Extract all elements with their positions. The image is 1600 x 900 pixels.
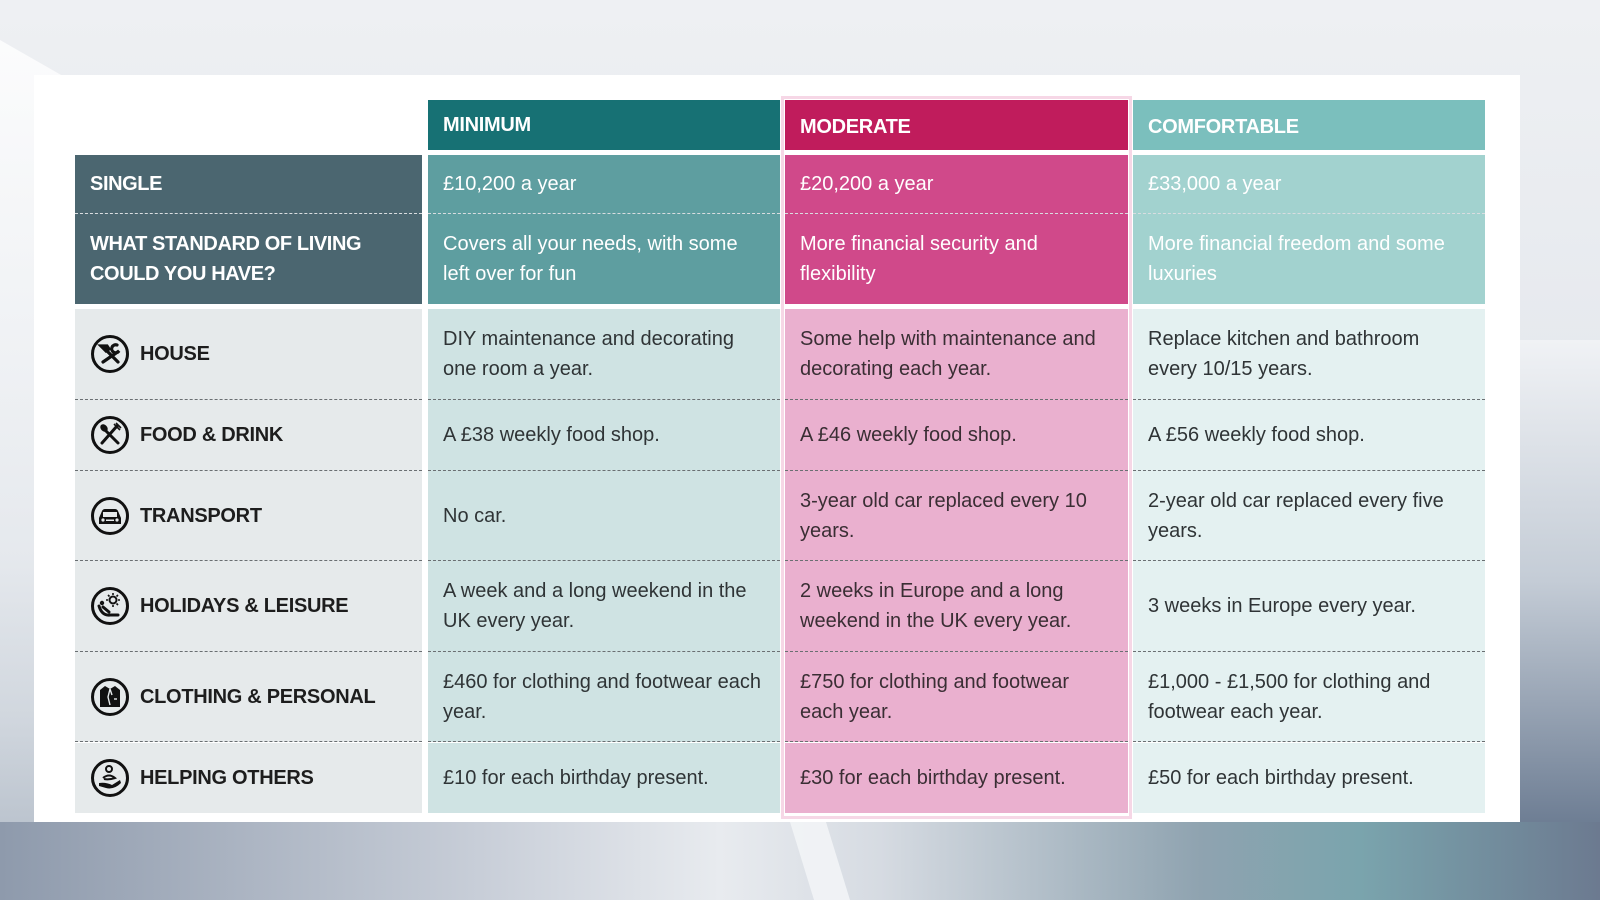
- cell-standard-comfortable: [1133, 214, 1485, 304]
- row-label-text: TRANSPORT: [140, 504, 262, 527]
- row-label-holidays-leisure: [75, 561, 422, 652]
- cell-food-comfortable: [1133, 400, 1485, 471]
- sun-lounger-icon: [90, 586, 130, 626]
- cell-standard-minimum: [428, 214, 780, 304]
- cell-clothing-moderate: [785, 652, 1128, 742]
- cell-text: £33,000 a year: [1148, 173, 1282, 195]
- row-label-text: HOLIDAYS & LEISURE: [140, 595, 349, 617]
- row-label-food-drink: [75, 400, 422, 471]
- row-label-text: WHAT STANDARD OF LIVING COULD YOU HAVE?: [90, 233, 362, 285]
- cell-text: More financial security and flexibility: [800, 233, 1038, 285]
- cell-transport-comfortable: [1133, 471, 1485, 561]
- tools-icon: [90, 334, 130, 374]
- cell-text: 2 weeks in Europe and a long weekend in the UK every year.: [800, 580, 1072, 632]
- cell-text: Covers all your needs, with some left over for fun: [443, 233, 738, 285]
- column-header-comfortable: [1133, 100, 1485, 150]
- cell-clothing-comfortable: [1133, 652, 1485, 742]
- column-header-moderate: [785, 100, 1128, 150]
- cell-text: Replace kitchen and bathroom every 10/15 years.: [1148, 328, 1420, 380]
- cell-text: £10 for each birthday present.: [443, 767, 709, 789]
- cell-text: £10,200 a year: [443, 173, 577, 195]
- row-label-house: [75, 309, 422, 400]
- row-label-text: CLOTHING & PERSONAL: [140, 685, 376, 708]
- cell-text: Some help with maintenance and decorating each year.: [800, 328, 1096, 380]
- cell-transport-moderate: [785, 471, 1128, 561]
- cell-text: £750 for clothing and footwear each year.: [800, 670, 1070, 723]
- column-header-label: MINIMUM: [443, 114, 531, 136]
- living-standards-table: [34, 75, 1520, 822]
- row-label-text: HOUSE: [140, 343, 210, 365]
- cell-text: DIY maintenance and decorating one room a year.: [443, 328, 734, 380]
- cell-house-minimum: [428, 309, 780, 400]
- row-label-text: FOOD & DRINK: [140, 424, 284, 446]
- cell-text: No car.: [443, 504, 507, 527]
- cell-helping-minimum: [428, 743, 780, 813]
- cell-holidays-minimum: [428, 561, 780, 652]
- cell-text: £1,000 - £1,500 for clothing and footwear each year.: [1148, 670, 1431, 723]
- cell-text: 3-year old car replaced every 10 years.: [800, 489, 1087, 542]
- background-right: [1520, 340, 1600, 822]
- cell-text: A £56 weekly food shop.: [1148, 424, 1365, 446]
- row-label-standard-of-living: [75, 214, 422, 304]
- row-label-transport: [75, 471, 422, 561]
- cell-transport-minimum: [428, 471, 780, 561]
- cell-text: A £38 weekly food shop.: [443, 424, 660, 446]
- cell-food-minimum: [428, 400, 780, 471]
- row-label-text: SINGLE: [90, 173, 163, 195]
- row-label-helping-others: [75, 743, 422, 813]
- cell-single-comfortable: [1133, 155, 1485, 214]
- jacket-icon: [90, 677, 130, 717]
- car-icon: [90, 496, 130, 536]
- column-header-minimum: [428, 100, 780, 150]
- cell-text: More financial freedom and some luxuries: [1148, 233, 1445, 285]
- cutlery-icon: [90, 415, 130, 455]
- row-label-clothing-personal: [75, 652, 422, 742]
- cell-text: A week and a long weekend in the UK every year.: [443, 580, 747, 632]
- cell-helping-comfortable: [1133, 743, 1485, 813]
- cell-food-moderate: [785, 400, 1128, 471]
- cell-text: £20,200 a year: [800, 173, 934, 195]
- cell-clothing-minimum: [428, 652, 780, 742]
- cell-text: £50 for each birthday present.: [1148, 767, 1414, 789]
- cell-standard-moderate: [785, 214, 1128, 304]
- cell-text: A £46 weekly food shop.: [800, 424, 1017, 446]
- helping-hand-icon: [90, 758, 130, 798]
- cell-text: £460 for clothing and footwear each year.: [443, 670, 761, 723]
- cell-text: 2-year old car replaced every five years.: [1148, 489, 1444, 542]
- cell-helping-moderate: [785, 743, 1128, 813]
- column-header-label: MODERATE: [800, 116, 911, 138]
- cell-text: 3 weeks in Europe every year.: [1148, 595, 1416, 617]
- column-header-label: COMFORTABLE: [1148, 116, 1299, 138]
- row-label-text: HELPING OTHERS: [140, 767, 314, 789]
- cell-single-moderate: [785, 155, 1128, 214]
- cell-house-comfortable: [1133, 309, 1485, 400]
- cell-holidays-comfortable: [1133, 561, 1485, 652]
- cell-text: £30 for each birthday present.: [800, 767, 1066, 789]
- row-label-single: [75, 155, 422, 214]
- cell-holidays-moderate: [785, 561, 1128, 652]
- cell-single-minimum: [428, 155, 780, 214]
- cell-house-moderate: [785, 309, 1128, 400]
